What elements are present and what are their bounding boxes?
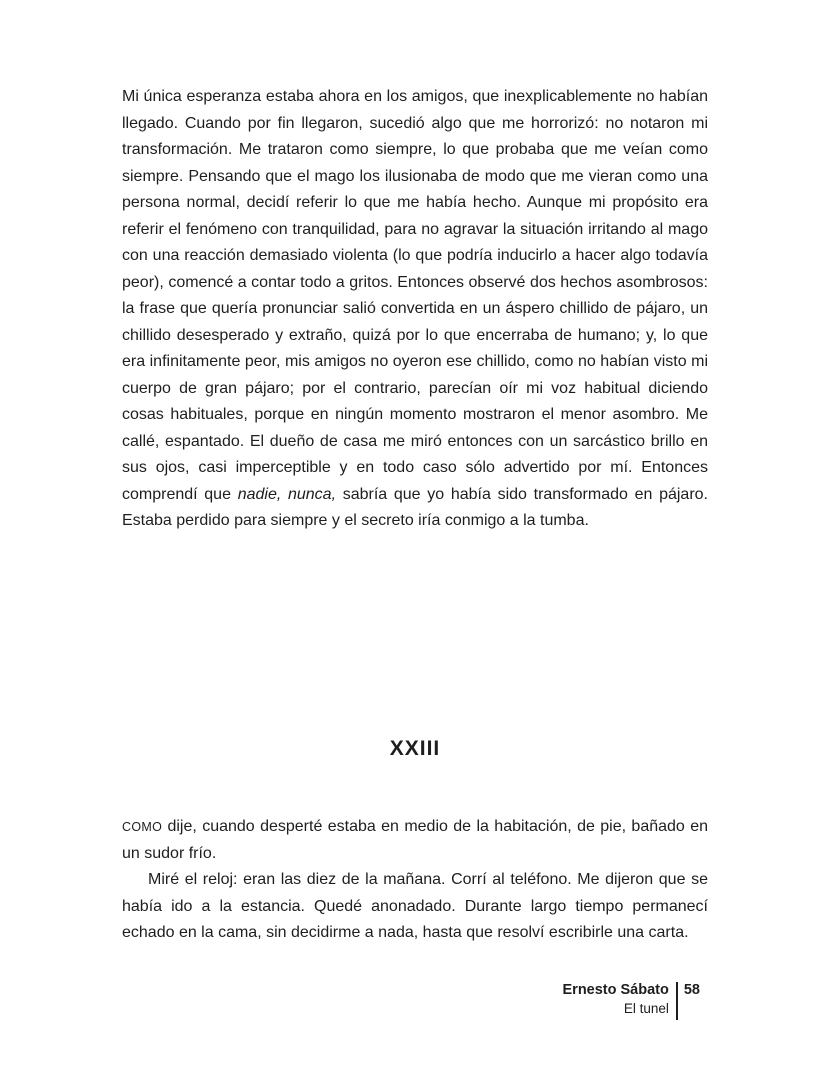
main-paragraph: Mi única esperanza estaba ahora en los amigos, que inexplicablemente no habían llegado. Cuando por fin llegaron, sucedió algo que me horrorizó: no notaron mi transformación. Me trataron como siempre, lo que probaba que me veían como siempre. Pensando que el mago los ilusionaba de modo que me vieran como una persona normal, decidí referir lo que me había hecho. Aunque mi propósito era referir el fenómeno con tranquilidad, para no agravar la situación irritando al mago con una reacción demasiado violenta (lo que podría inducirlo a hacer algo todavía peor), comencé a contar todo a gritos. Entonces observé dos hechos asombrosos: la frase que quería pronunciar salió convertida en un áspero chillido de pájaro, un chillido desesperado y extraño, quizá por lo que encerraba de humano; y, lo que era infinitamente peor, mis amigos no oyeron ese chillido, como no habían visto mi cuerpo de gran pájaro; por el contrario, parecían oír mi voz habitual diciendo cosas habituales, porque en ningún momento mostraron el menor asombro. Me callé, espantado. El dueño de casa me miró entonces con un sarcástico brillo en sus ojos, casi imperceptible y en todo caso sólo advertido por mí. Entonces comprendí que nadie, nunca, sabría que yo había sido transformado en pájaro. Estaba perdido para siempre y el secreto iría conmigo a la tumba.	[122, 88, 709, 529]
author-name: Ernesto Sábato	[562, 982, 669, 998]
chapter-first-paragraph: COMO dije, cuando desperté estaba en medio de la habitación, de pie, bañado en un sudor frío.	[122, 818, 708, 862]
footer-text-block	[563, 981, 676, 1017]
book-title: El tunel	[623, 1001, 669, 1016]
page-number: 58	[683, 982, 700, 998]
chapter-second-paragraph: Miré el reloj: eran las diez de la mañana. Corrí al teléfono. Me dijeron que se había ido a la estancia. Quedé anonadado. Durante largo tiempo permanecí echado en la cama, sin decidirme a nada, hasta que resolví escribirle una carta.	[122, 871, 708, 941]
chapter-body	[122, 814, 708, 947]
chapter-heading: XXIII	[389, 737, 441, 760]
page-footer	[563, 981, 701, 1017]
